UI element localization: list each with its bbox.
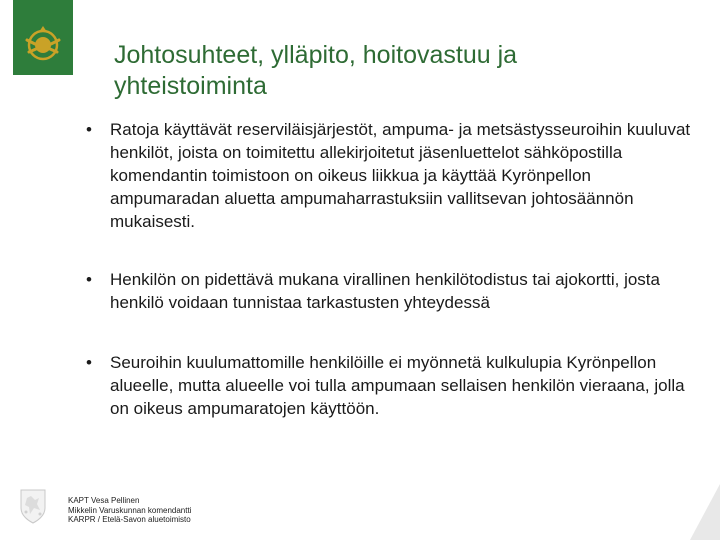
footer-credits (68, 496, 191, 525)
bullet-item (86, 351, 696, 420)
bullet-text: Henkilön on pidettävä mukana virallinen henkilötodistus tai ajokortti, josta henkilö voidaan tunnistaa tarkastusten yhteydessä (110, 270, 660, 312)
footer-line: KAPT Vesa Pellinen (68, 496, 140, 505)
slide-title: Johtosuhteet, ylläpito, hoitovastuu ja yhteistoiminta (114, 41, 518, 100)
corner-triangle-shape (690, 484, 720, 540)
lion-emblem-icon (13, 0, 73, 75)
footer-line: Mikkelin Varuskunnan komendantti (68, 505, 192, 515)
bullet-marker: • (86, 270, 92, 289)
bullet-text: Seuroihin kuulumattomille henkilöille ei myönnetä kulkulupia Kyrönpellon alueelle, mutta alueelle voi tulla ampumaan sellaisen henkilön vieraana, jolla on oikeus ampumaratojen käyttöön. (110, 353, 685, 418)
bullet-item (86, 268, 696, 314)
bullet-list (86, 118, 696, 420)
bullet-marker: • (86, 353, 92, 372)
lion-coat-of-arms-icon (17, 488, 49, 524)
bullet-item (86, 118, 696, 233)
bullet-text: Ratoja käyttävät reserviläisjärjestöt, ampuma- ja metsästysseuroihin kuuluvat henkilöt, joista on toimitettu allekirjoitetut jäsenluettelot sähköpostilla komendantin toimistoon on oikeus liikkua ja käyttää Kyrönpellon ampumaradan aluetta ampumaharrastuksiin vallitsevan johtosäännön mukaisesti. (110, 120, 691, 231)
footer-line: KARPR / Etelä-Savon aluetoimisto (68, 515, 191, 524)
header-emblem-tab (13, 0, 73, 75)
bullet-marker: • (86, 120, 92, 139)
